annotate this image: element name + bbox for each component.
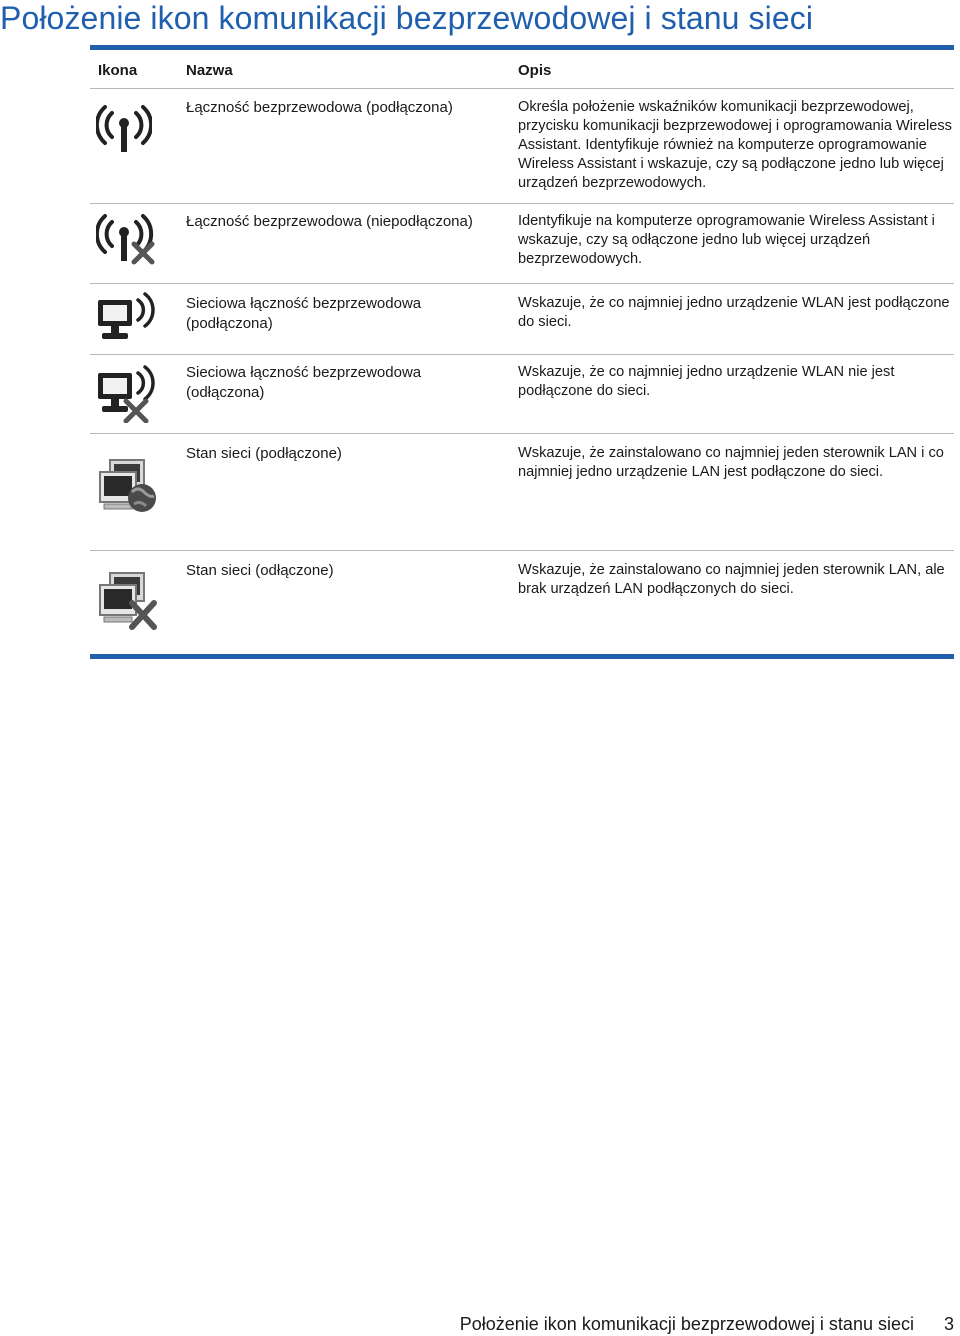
row-description: Identyfikuje na komputerze oprogramowanie Wireless Assistant i wskazuje, czy są odłączone jedno lub więcej urządzeń bezprzewodowych.	[518, 213, 935, 267]
wireless-disconnected-icon	[96, 208, 158, 266]
icons-table	[90, 50, 954, 666]
row-name: Łączność bezprzewodowa (podłączona)	[186, 99, 453, 116]
table-row	[90, 89, 954, 204]
row-name: Stan sieci (odłączone)	[186, 562, 334, 579]
page-title: Położenie ikon komunikacji bezprzewodowej i stanu sieci	[0, 0, 814, 36]
table-row	[90, 434, 954, 551]
header-icon: Ikona	[98, 62, 138, 79]
network-status-connected-icon	[96, 458, 160, 516]
row-description: Wskazuje, że co najmniej jedno urządzenie WLAN jest podłączone do sieci.	[518, 295, 950, 330]
wireless-network-disconnected-icon	[96, 365, 156, 423]
table-row	[90, 284, 954, 355]
row-name: Sieciowa łączność bezprzewodowa (odłączona)	[186, 364, 422, 401]
row-name: Sieciowa łączność bezprzewodowa (podłączona)	[186, 295, 422, 332]
header-description: Opis	[518, 62, 552, 79]
header-name: Nazwa	[186, 62, 233, 79]
table-end-rule	[90, 654, 954, 659]
table-row	[90, 204, 954, 284]
network-status-disconnected-icon	[96, 571, 160, 631]
table-row	[90, 551, 954, 666]
footer-title: Położenie ikon komunikacji bezprzewodowej i stanu sieci	[459, 1314, 914, 1334]
row-description: Wskazuje, że co najmniej jedno urządzenie WLAN nie jest podłączone do sieci.	[518, 364, 895, 399]
wireless-connected-icon	[96, 99, 152, 155]
page-number: 3	[943, 1314, 954, 1334]
table-row	[90, 355, 954, 434]
page-footer	[0, 1313, 954, 1335]
row-description: Określa położenie wskaźników komunikacji bezprzewodowej, przycisku komunikacji bezprzewodowej i oprogramowania Wireless Assistant. Identyfikuje również na komputerze oprogramowanie Wireless Assistant i wskazuje, czy są podłączone jedno lub więcej urządzeń bezprzewodowych.	[518, 99, 952, 191]
row-name: Stan sieci (podłączone)	[186, 445, 342, 462]
row-description: Wskazuje, że zainstalowano co najmniej jeden sterownik LAN, ale brak urządzeń LAN podłączonych do sieci.	[518, 562, 945, 597]
row-description: Wskazuje, że zainstalowano co najmniej jeden sterownik LAN i co najmniej jedno urządzenie LAN jest podłączone do sieci.	[518, 445, 944, 480]
row-name: Łączność bezprzewodowa (niepodłączona)	[186, 213, 473, 230]
table-header	[90, 50, 954, 89]
wireless-network-connected-icon	[96, 292, 156, 346]
